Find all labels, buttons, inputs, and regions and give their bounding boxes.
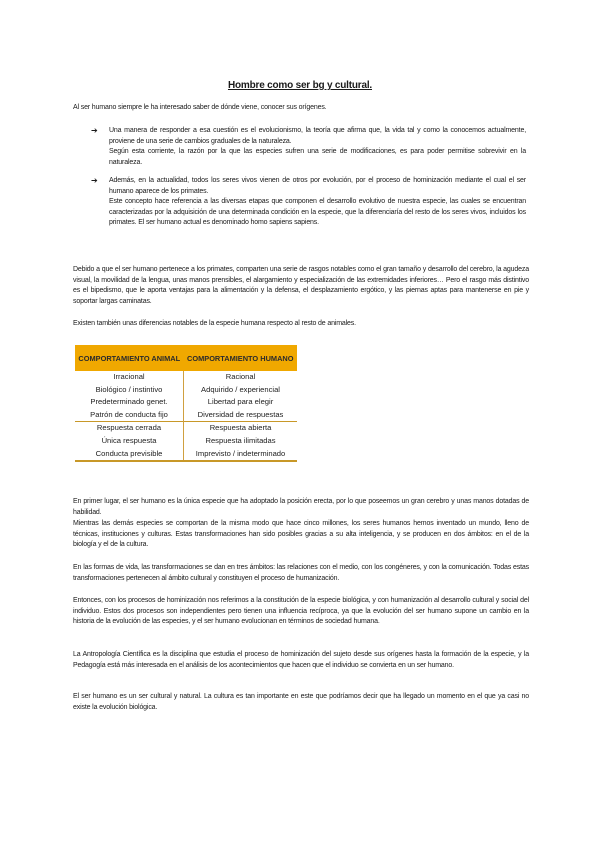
table-row bbox=[75, 409, 297, 422]
cell-humano: Adquirido / experiencial bbox=[201, 384, 280, 394]
table-row bbox=[75, 384, 297, 397]
cell-humano: Diversidad de respuestas bbox=[197, 409, 284, 419]
cell-humano: Libertad para elegir bbox=[207, 397, 274, 407]
paragraph-primates: Debido a que el ser humano pertenece a los primates, comparten una serie de rasgos notables como el gran tamaño y desarrollo del cerebro, la agudeza visual, la movilidad de la lengua, unas manos prensibles, el alargamiento y especialización de las extremidades inferiores… Pero el rasgo más distintivo es el bipedismo, que le aporta ventajas para la alimentación y la defensa, el desplazamiento ergótico, y las piernas aptas para mantenerse en pie y soportar largas caminatas. bbox=[73, 266, 529, 305]
header-animal: COMPORTAMIENTO ANIMAL bbox=[75, 345, 184, 371]
cell-humano: Respuesta ilimitadas bbox=[205, 435, 276, 445]
arrow-bullet-icon: ➔ bbox=[91, 176, 98, 185]
cell-humano: Racional bbox=[225, 372, 256, 381]
header-humano: COMPORTAMIENTO HUMANO bbox=[184, 345, 297, 371]
cell-animal: Irracional bbox=[75, 371, 184, 384]
table-row bbox=[75, 422, 297, 435]
bullet-text bbox=[109, 126, 526, 168]
cell-animal: Biológico / instintivo bbox=[75, 384, 184, 397]
table-header-row bbox=[75, 345, 297, 371]
arrow-bullet-icon: ➔ bbox=[91, 126, 98, 135]
table-row bbox=[75, 371, 297, 384]
table-row bbox=[75, 396, 297, 409]
paragraph-transformaciones: Mientras las demás especies se comportan de la misma modo que hace cinco millones, los seres humanos hemos inventado un mundo, lleno de técnicas, instituciones y culturas. Estas transformaciones han sido posibles gracias a su alta inteligencia, y se producen en dos ámbitos: en el de la biología y el de la cultura. bbox=[73, 520, 529, 549]
cell-animal: Predeterminado genet. bbox=[75, 396, 184, 409]
paragraph-hominizacion-humanizacion: Entonces, con los procesos de hominización nos referimos a la constitución de la especie biológica, y con humanización al desarrollo cultural y social del individuo. Estos dos procesos son independientes pero tienen una influencia recíproca, ya que la evolución del ser humano supone un cambio en la historia de la evolución de las especies, y el ser humano evolucionan en términos de sociedad humana. bbox=[73, 597, 529, 626]
paragraph-posicion-erecta: En primer lugar, el ser humano es la única especie que ha adoptado la posición erecta, por lo que poseemos un gran cerebro y unas manos dotadas de habilidad. bbox=[73, 498, 529, 516]
cell-humano: Respuesta abierta bbox=[184, 422, 297, 435]
bullet-text bbox=[109, 176, 526, 229]
bullet-line: Una manera de responder a esa cuestión es el evolucionismo, la teoría que afirma que, la vida tal y como la conocemos actualmente, proviene de una serie de cambios graduales de la naturaleza. bbox=[109, 127, 526, 145]
bullet-evolucionismo bbox=[91, 126, 526, 168]
page-title: Hombre como ser bg y cultural. bbox=[227, 80, 373, 91]
paragraph-diferencias: Existen también unas diferencias notables de la especie humana respecto al resto de animales. bbox=[73, 320, 356, 327]
cell-animal: Respuesta cerrada bbox=[75, 422, 184, 435]
behavior-comparison-table bbox=[75, 345, 297, 462]
bullet-line: Según esta corriente, la razón por la que las especies sufren una serie de modificaciones, es para poder permitise sobrevivir en la naturaleza. bbox=[109, 148, 526, 166]
cell-animal: Única respuesta bbox=[75, 435, 184, 448]
cell-animal: Conducta previsible bbox=[75, 448, 184, 462]
intro-paragraph: Al ser humano siempre le ha interesado saber de dónde viene, conocer sus orígenes. bbox=[73, 104, 327, 111]
bullet-line: Este concepto hace referencia a las diversas etapas que componen el desarrollo evolutivo de nuestra especie, las cuales se encuentran caracterizadas por la adquisición de una determinada condición en la especie, que la diferenciaría del resto de los seres vivos, incluidos los primates. El ser humano actual es denominado homo sapiens sapiens. bbox=[109, 198, 526, 227]
bullet-line: Además, en la actualidad, todos los seres vivos vienen de otros por evolución, por el proceso de hominización mediante el cual el ser humano aparece de los primates. bbox=[109, 177, 526, 195]
paragraph-antropologia: La Antropología Científica es la disciplina que estudia el proceso de hominización del sujeto desde sus orígenes hasta la formación de la especie, y la Pedagogía está más interesada en el análisis de los acontecimientos que hacen que el individuo se convierta en un ser humano. bbox=[73, 651, 529, 669]
cell-animal: Patrón de conducta fijo bbox=[75, 409, 184, 422]
paragraph-ser-cultural: El ser humano es un ser cultural y natural. La cultura es tan importante en este que podríamos decir que ha llegado un momento en el que ya casi no existe la evolución biológica. bbox=[73, 693, 529, 711]
table-row bbox=[75, 435, 297, 448]
cell-humano: Imprevisto / indeterminado bbox=[184, 448, 297, 462]
table-row bbox=[75, 448, 297, 462]
bullet-hominizacion bbox=[91, 176, 526, 229]
paragraph-formas-de-vida: En las formas de vida, las transformaciones se dan en tres ámbitos: las relaciones con el medio, con los congéneres, y con la comunicación. Todas estas transformaciones pertenecen al ámbito cultural y constituyen el proceso de humanización. bbox=[73, 564, 529, 582]
